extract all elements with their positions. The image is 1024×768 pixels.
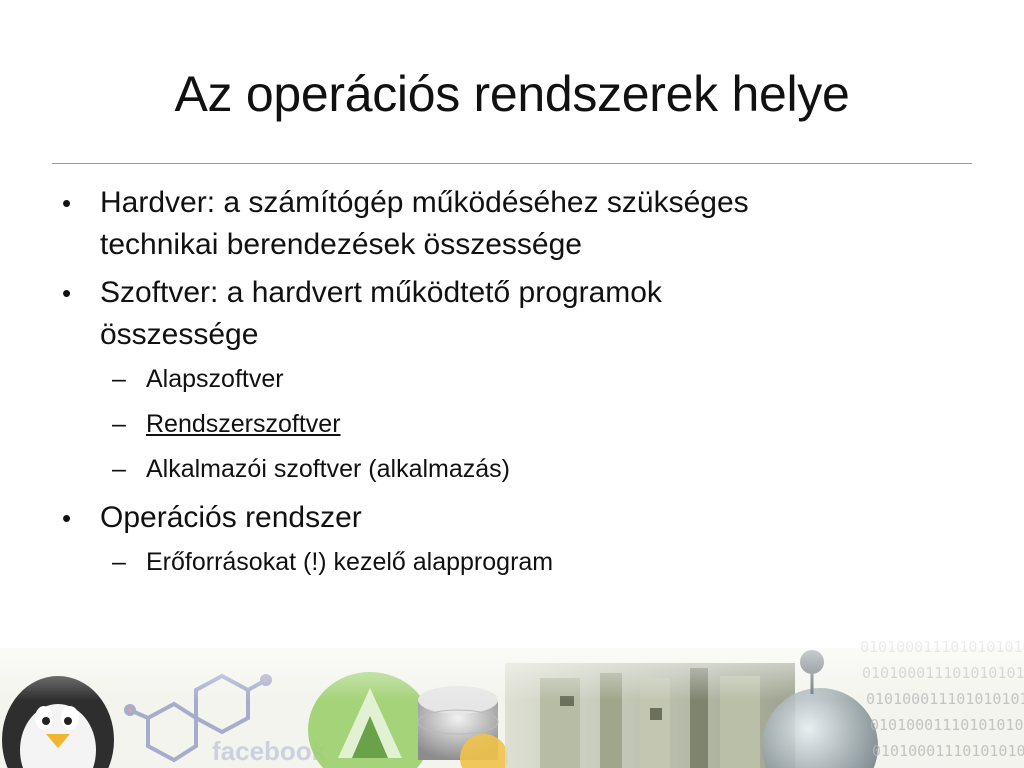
sub-item-alapszoftver: [56, 362, 956, 396]
sub-item-text: Alkalmazói szoftver (alkalmazás): [146, 455, 510, 483]
sub-item-text: Erőforrásokat (!) kezelő alapprogram: [146, 548, 554, 576]
bullet-text-line2: összessége: [100, 318, 259, 351]
decorative-banner: [0, 618, 1024, 768]
dash-icon: –: [112, 365, 126, 393]
bullet-item-szoftver: [56, 272, 956, 356]
bullet-text-line1: Hardver: a számítógép működéséhez szükséges: [100, 186, 749, 219]
bullet-icon: •: [62, 503, 72, 533]
dash-icon: –: [112, 410, 126, 438]
bullet-icon: •: [62, 188, 72, 218]
dash-icon: –: [112, 548, 126, 576]
bullet-text-line2: technikai berendezések összessége: [100, 228, 582, 261]
sub-list-operacios-rendszer: [56, 545, 956, 579]
bullet-item-hardver: [56, 182, 956, 266]
rendszerszoftver-link[interactable]: Rendszerszoftver: [146, 410, 341, 438]
slide-title: Az operációs rendszerek helye: [174, 66, 850, 122]
dash-icon: –: [112, 455, 126, 483]
bullet-icon: •: [62, 278, 72, 308]
sub-item-rendszerszoftver: [56, 407, 956, 441]
bullet-text: Operációs rendszer: [100, 501, 362, 534]
bullet-item-operacios-rendszer: [56, 497, 956, 539]
sub-item-alkalmazoi-szoftver: [56, 452, 956, 486]
title-divider: [52, 163, 972, 164]
slide-content: [56, 182, 956, 590]
sub-item-eroforrasok: [56, 545, 956, 579]
bullet-text-line1: Szoftver: a hardvert működtető programok: [100, 276, 662, 309]
sub-item-text: Alapszoftver: [146, 365, 284, 393]
sub-list-szoftver: [56, 362, 956, 486]
